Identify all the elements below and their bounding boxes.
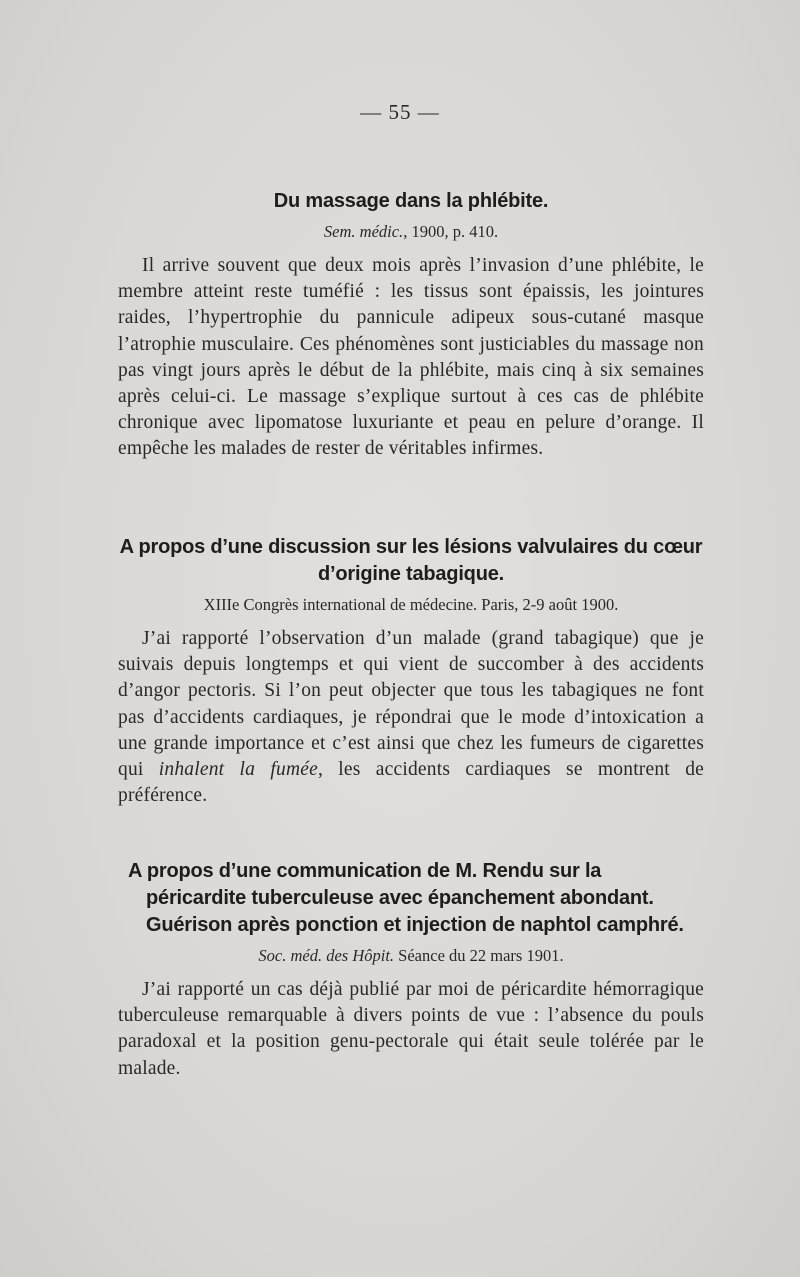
section-tabagique <box>118 534 704 809</box>
body-paragraph <box>118 626 704 809</box>
section-source <box>118 945 704 967</box>
section-body <box>118 253 704 463</box>
section-body <box>118 626 704 809</box>
section-body <box>118 977 704 1082</box>
section-title-line-2: d’origine tabagique. <box>317 563 504 585</box>
section-title <box>118 534 704 588</box>
source-journal: Soc. méd. des Hôpit. <box>258 946 395 965</box>
section-title: A propos d’une communication de M. Rendu sur la péricardite tuberculeuse avec épanchement abondant. Guérison après ponction et injection de naphtol camphré. <box>128 860 684 936</box>
source-journal: Sem. médic. <box>323 222 404 241</box>
section-source <box>118 221 704 243</box>
section-pericardite <box>118 858 704 1082</box>
page-number: — 55 — <box>360 100 440 124</box>
section-title-line-1: A propos d’une discussion sur les lésions valvulaires du cœur <box>119 536 703 558</box>
body-text-start: J’ai rapporté l’observation d’un malade (grand tabagique) que je suivais depuis longtemps et qui vient de succomber à des accidents d’angor pectoris. Si l’on peut objecter que tous les tabagiques ne font pas d’accidents cardiaques, je répondrai que le mode d’intoxication a une grande importance et c’est ainsi que chez les fumeurs de cigarettes qui <box>118 628 704 781</box>
body-emphasis: inhalent la fumée <box>158 759 318 781</box>
body-text-end: , les accidents cardiaques se montrent de préférence. <box>118 759 704 807</box>
source-details: , 1900, p. 410. <box>403 222 499 241</box>
section-source: XIIIe Congrès international de médecine. Paris, 2-9 août 1900. <box>203 595 619 614</box>
body-paragraph: J’ai rapporté un cas déjà publié par moi de péricardite hémorragique tuberculeuse remarquable à divers points de vue : l’absence du pouls paradoxal et la position genu-pectorale qui était seule tolérée par le malade. <box>118 979 704 1079</box>
source-details: Séance du 22 mars 1901. <box>394 946 564 965</box>
body-paragraph: Il arrive souvent que deux mois après l’invasion d’une phlébite, le membre atteint reste tuméfié : les tissus sont épaissis, les jointures raides, l’hypertrophie du pannicule adipeux sous-cutané masque l’atrophie musculaire. Ces phénomènes sont justiciables du massage non pas vingt jours après le début de la phlébite, mais cinq à six semaines après celui-ci. Le massage s’explique surtout à ces cas de phlébite chronique avec lipomatose luxuriante et peau en pelure d’orange. Il empêche les malades de rester de véritables infirmes. <box>118 255 704 460</box>
section-title: Du massage dans la phlébite. <box>273 190 549 212</box>
section-phlebite <box>118 188 704 463</box>
